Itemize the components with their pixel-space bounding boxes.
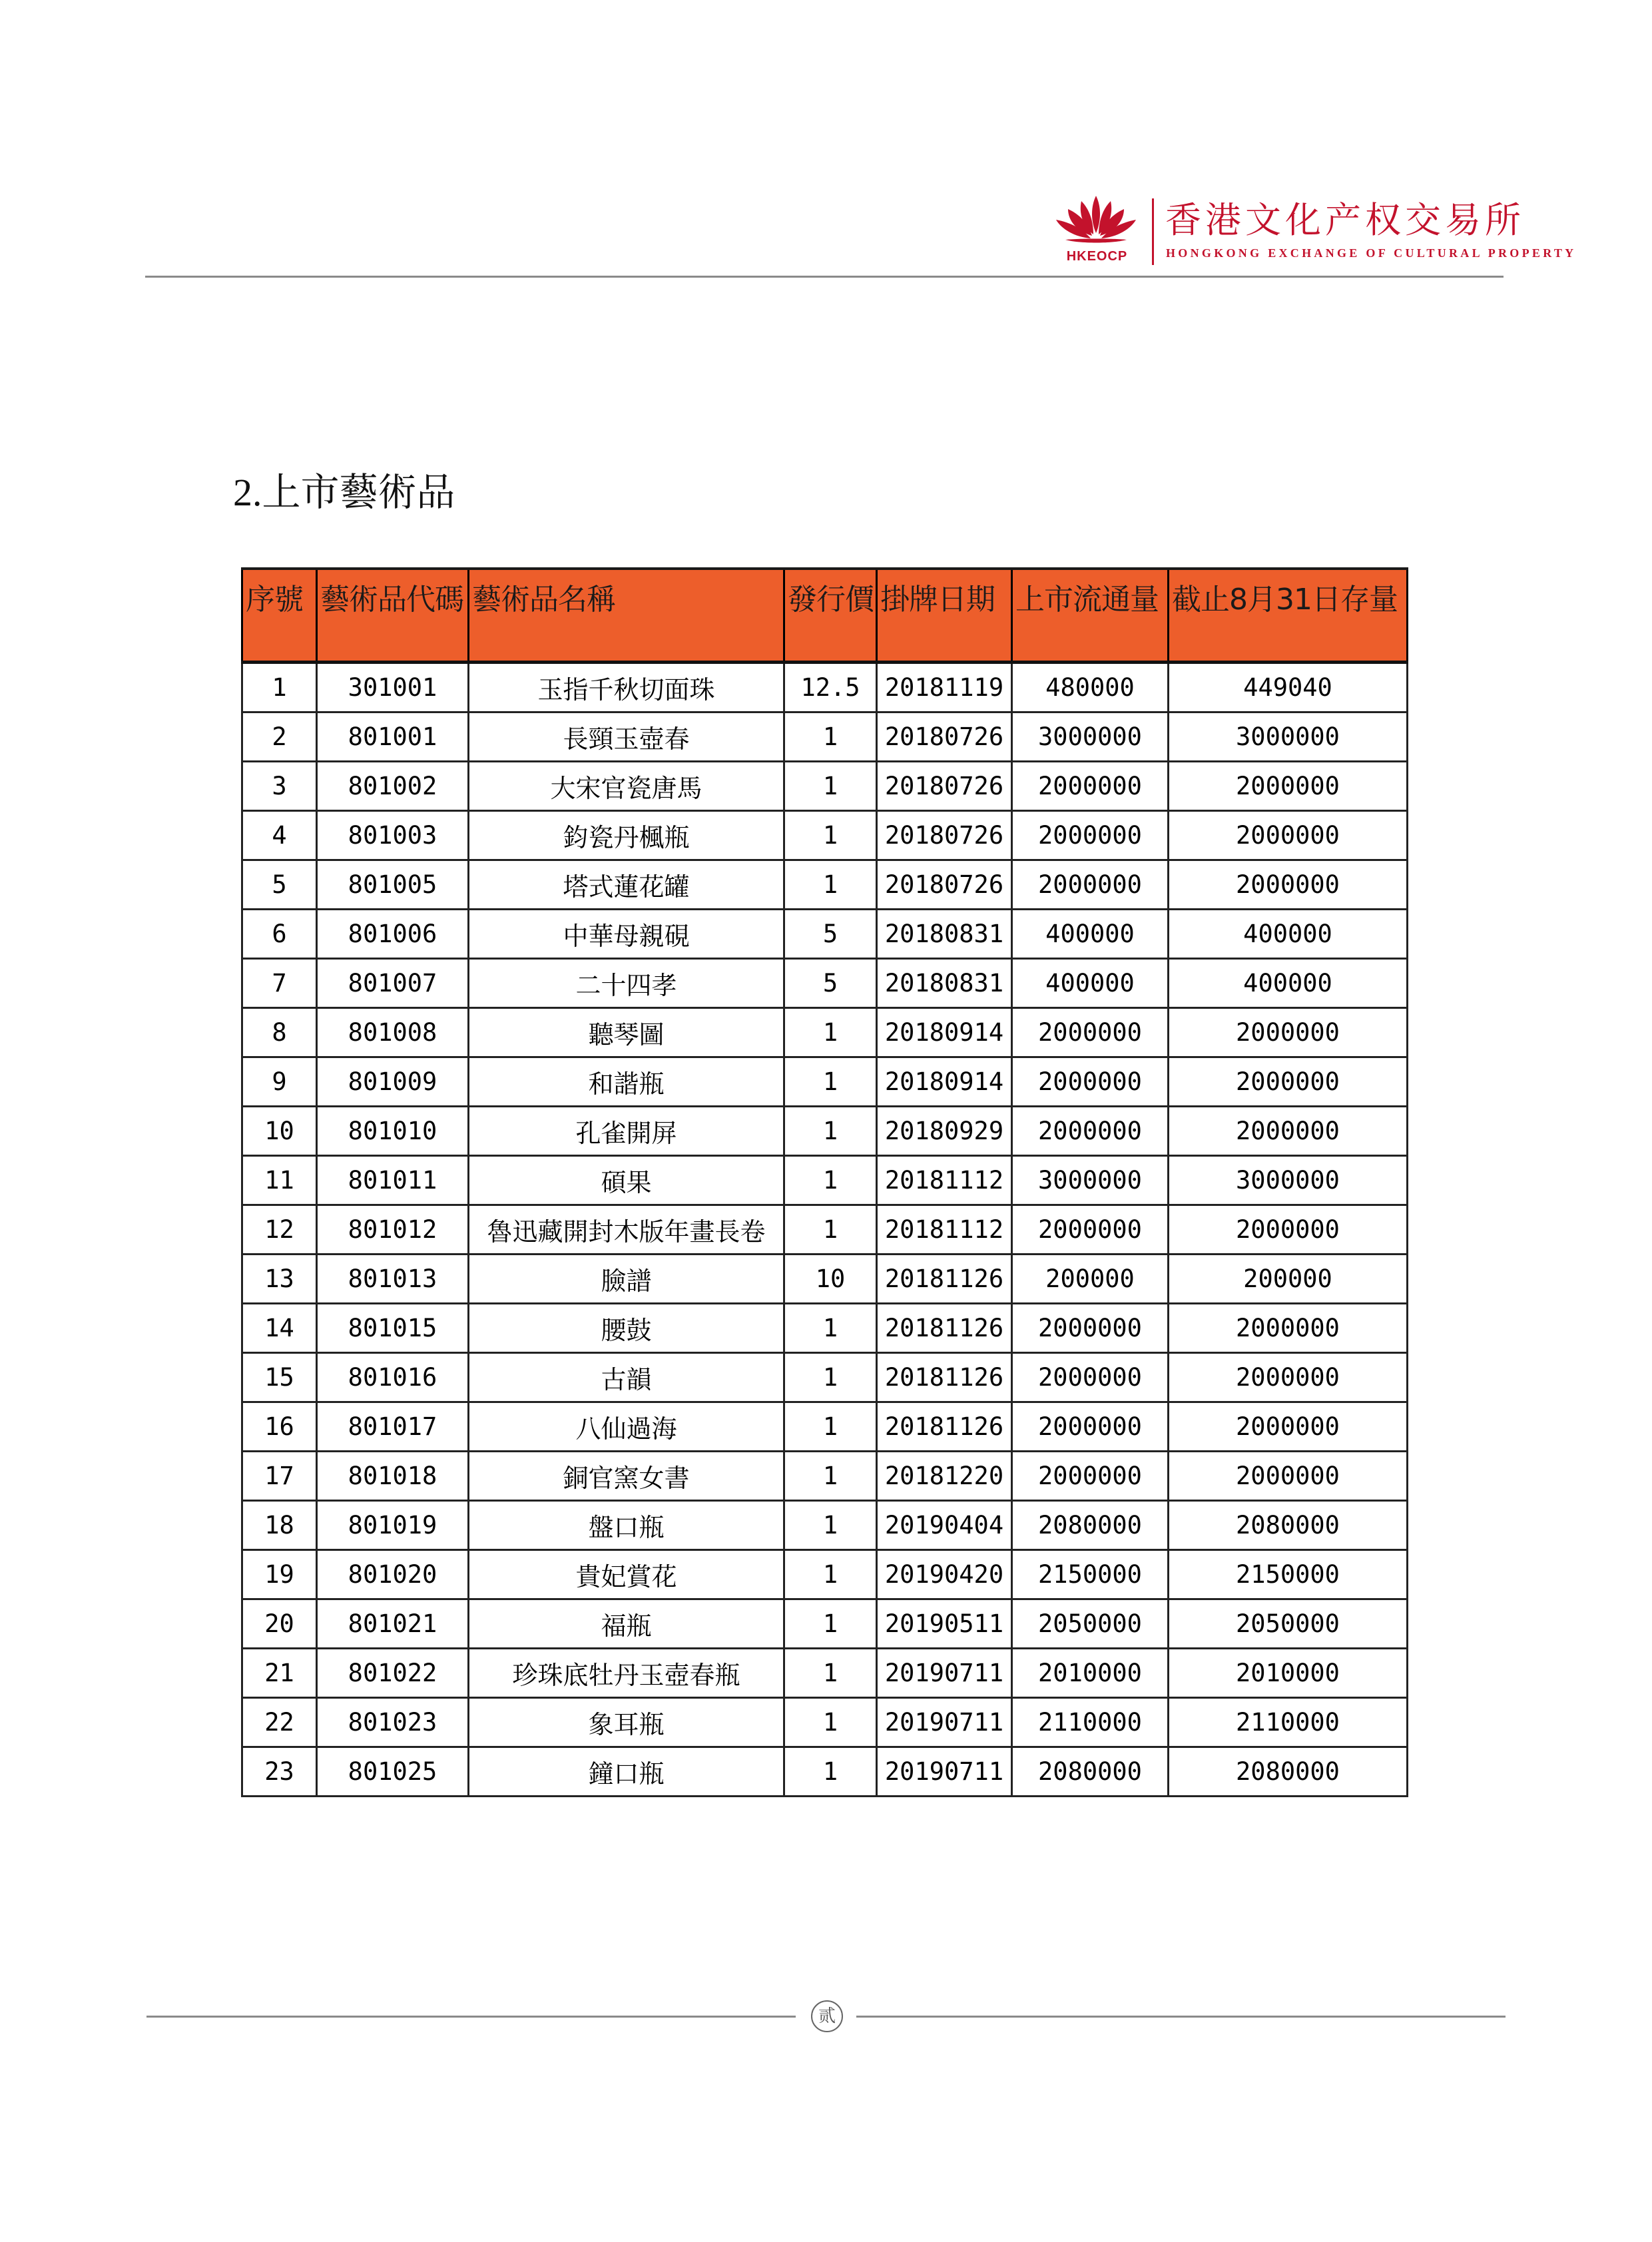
logo-divider [1152,198,1154,265]
cell-circulation: 2000000 [1012,1205,1169,1255]
cell-stock: 3000000 [1169,712,1408,762]
org-name-cn: 香港文化产权交易所 [1165,199,1525,241]
cell-stock: 2080000 [1169,1501,1408,1550]
cell-price: 1 [784,811,877,860]
section-title: 2.上市藝術品 [233,471,455,514]
cell-name: 孔雀開屏 [469,1107,784,1156]
cell-date: 20180726 [877,860,1012,910]
cell-no: 1 [242,663,317,712]
cell-code: 801015 [317,1304,469,1353]
cell-name: 盤口瓶 [469,1501,784,1550]
cell-price: 1 [784,1156,877,1205]
cell-no: 4 [242,811,317,860]
cell-price: 1 [784,1402,877,1452]
cell-code: 801016 [317,1353,469,1402]
column-header-code: 藝術品代碼 [317,569,469,663]
header-logo [1052,192,1577,272]
table-row [242,811,1408,860]
cell-no: 15 [242,1353,317,1402]
cell-name: 聽琴圖 [469,1008,784,1057]
cell-price: 1 [784,1698,877,1747]
cell-date: 20181220 [877,1452,1012,1501]
cell-name: 大宋官瓷唐馬 [469,762,784,811]
cell-date: 20180914 [877,1057,1012,1107]
cell-stock: 449040 [1169,663,1408,712]
cell-name: 二十四孝 [469,959,784,1008]
cell-stock: 2110000 [1169,1698,1408,1747]
cell-no: 10 [242,1107,317,1156]
cell-circulation: 2150000 [1012,1550,1169,1599]
cell-name: 中華母親硯 [469,910,784,959]
cell-date: 20180831 [877,959,1012,1008]
cell-no: 2 [242,712,317,762]
table-row [242,1304,1408,1353]
table-row [242,712,1408,762]
column-header-stock: 截止8月31日存量 [1169,569,1408,663]
cell-name: 臉譜 [469,1255,784,1304]
cell-code: 801021 [317,1599,469,1649]
cell-stock: 2000000 [1169,1205,1408,1255]
cell-code: 801009 [317,1057,469,1107]
cell-circulation: 2000000 [1012,860,1169,910]
cell-circulation: 2110000 [1012,1698,1169,1747]
cell-price: 1 [784,1205,877,1255]
cell-code: 801010 [317,1107,469,1156]
cell-date: 20180726 [877,762,1012,811]
cell-no: 9 [242,1057,317,1107]
table-row [242,1353,1408,1402]
cell-code: 801023 [317,1698,469,1747]
cell-date: 20180726 [877,811,1012,860]
column-header-date: 掛牌日期 [877,569,1012,663]
cell-circulation: 2000000 [1012,1008,1169,1057]
table-row [242,1402,1408,1452]
logo-letters: HKEOCP [1066,249,1128,264]
cell-code: 801005 [317,860,469,910]
cell-circulation: 2000000 [1012,1452,1169,1501]
column-header-price: 發行價 [784,569,877,663]
cell-date: 20181112 [877,1156,1012,1205]
cell-price: 1 [784,1304,877,1353]
cell-name: 碩果 [469,1156,784,1205]
cell-stock: 2000000 [1169,1057,1408,1107]
table-row [242,1156,1408,1205]
cell-stock: 2000000 [1169,1008,1408,1057]
cell-code: 801008 [317,1008,469,1057]
cell-date: 20181126 [877,1255,1012,1304]
cell-name: 和諧瓶 [469,1057,784,1107]
cell-name: 鈞瓷丹楓瓶 [469,811,784,860]
cell-circulation: 400000 [1012,959,1169,1008]
artwork-listing-table [241,567,1408,1797]
cell-price: 1 [784,1452,877,1501]
cell-no: 8 [242,1008,317,1057]
cell-price: 10 [784,1255,877,1304]
cell-stock: 2010000 [1169,1649,1408,1698]
table-row [242,1698,1408,1747]
table-row [242,860,1408,910]
cell-code: 801019 [317,1501,469,1550]
column-header-name: 藝術品名稱 [469,569,784,663]
table-row [242,1501,1408,1550]
table-header-row [242,569,1408,663]
cell-name: 八仙過海 [469,1402,784,1452]
page-number-seal: 贰 [811,2000,843,2032]
cell-name: 象耳瓶 [469,1698,784,1747]
cell-stock: 2000000 [1169,860,1408,910]
cell-circulation: 2000000 [1012,1402,1169,1452]
cell-name: 福瓶 [469,1599,784,1649]
footer-rule-right [856,2016,1506,2018]
cell-price: 12.5 [784,663,877,712]
cell-circulation: 200000 [1012,1255,1169,1304]
cell-price: 1 [784,860,877,910]
cell-stock: 2000000 [1169,1353,1408,1402]
cell-name: 貴妃賞花 [469,1550,784,1599]
cell-circulation: 2010000 [1012,1649,1169,1698]
table-row [242,959,1408,1008]
cell-circulation: 2000000 [1012,811,1169,860]
cell-no: 19 [242,1550,317,1599]
cell-date: 20180831 [877,910,1012,959]
header-rule [145,276,1504,278]
cell-date: 20181112 [877,1205,1012,1255]
column-header-no: 序號 [242,569,317,663]
cell-no: 22 [242,1698,317,1747]
cell-date: 20180929 [877,1107,1012,1156]
cell-stock: 2000000 [1169,1452,1408,1501]
cell-code: 801011 [317,1156,469,1205]
cell-circulation: 2000000 [1012,1353,1169,1402]
cell-date: 20181126 [877,1402,1012,1452]
cell-no: 12 [242,1205,317,1255]
cell-no: 13 [242,1255,317,1304]
cell-code: 801003 [317,811,469,860]
org-name-en: HONGKONG EXCHANGE OF CULTURAL PROPERTY [1166,246,1577,260]
cell-stock: 400000 [1169,910,1408,959]
cell-stock: 2000000 [1169,811,1408,860]
cell-no: 18 [242,1501,317,1550]
cell-stock: 2000000 [1169,1304,1408,1353]
cell-name: 塔式蓮花罐 [469,860,784,910]
table-row [242,1107,1408,1156]
cell-price: 1 [784,1599,877,1649]
cell-no: 16 [242,1402,317,1452]
cell-no: 17 [242,1452,317,1501]
table-row [242,910,1408,959]
cell-date: 20190420 [877,1550,1012,1599]
table-row [242,1057,1408,1107]
cell-stock: 400000 [1169,959,1408,1008]
cell-code: 801020 [317,1550,469,1599]
cell-circulation: 2080000 [1012,1501,1169,1550]
table-row [242,1205,1408,1255]
table-row [242,1747,1408,1797]
cell-date: 20190711 [877,1747,1012,1797]
cell-circulation: 400000 [1012,910,1169,959]
cell-no: 20 [242,1599,317,1649]
cell-code: 801001 [317,712,469,762]
cell-circulation: 3000000 [1012,1156,1169,1205]
cell-date: 20180726 [877,712,1012,762]
cell-code: 301001 [317,663,469,712]
cell-name: 珍珠底牡丹玉壺春瓶 [469,1649,784,1698]
footer-rule-left [146,2016,796,2018]
cell-circulation: 3000000 [1012,712,1169,762]
table-row [242,1599,1408,1649]
cell-date: 20181119 [877,663,1012,712]
table-row [242,663,1408,712]
cell-price: 5 [784,910,877,959]
cell-circulation: 2000000 [1012,1304,1169,1353]
cell-circulation: 2050000 [1012,1599,1169,1649]
table-row [242,1452,1408,1501]
cell-code: 801018 [317,1452,469,1501]
cell-code: 801025 [317,1747,469,1797]
cell-name: 古韻 [469,1353,784,1402]
cell-price: 1 [784,1057,877,1107]
cell-code: 801007 [317,959,469,1008]
cell-price: 5 [784,959,877,1008]
cell-circulation: 2000000 [1012,762,1169,811]
cell-price: 1 [784,1649,877,1698]
cell-circulation: 2080000 [1012,1747,1169,1797]
cell-circulation: 2000000 [1012,1107,1169,1156]
table-row [242,1255,1408,1304]
cell-price: 1 [784,712,877,762]
cell-price: 1 [784,1008,877,1057]
cell-price: 1 [784,1747,877,1797]
cell-code: 801006 [317,910,469,959]
cell-name: 玉指千秋切面珠 [469,663,784,712]
cell-stock: 2000000 [1169,1402,1408,1452]
cell-name: 腰鼓 [469,1304,784,1353]
cell-date: 20181126 [877,1353,1012,1402]
cell-no: 14 [242,1304,317,1353]
cell-no: 5 [242,860,317,910]
cell-code: 801013 [317,1255,469,1304]
cell-no: 11 [242,1156,317,1205]
cell-stock: 2080000 [1169,1747,1408,1797]
table-row [242,1649,1408,1698]
cell-no: 6 [242,910,317,959]
table-row [242,762,1408,811]
table-row [242,1008,1408,1057]
cell-price: 1 [784,1550,877,1599]
cell-stock: 2150000 [1169,1550,1408,1599]
cell-no: 23 [242,1747,317,1797]
cell-circulation: 2000000 [1012,1057,1169,1107]
cell-price: 1 [784,1501,877,1550]
cell-code: 801012 [317,1205,469,1255]
cell-no: 21 [242,1649,317,1698]
table-row [242,1550,1408,1599]
cell-code: 801017 [317,1402,469,1452]
cell-stock: 2000000 [1169,762,1408,811]
cell-date: 20190711 [877,1649,1012,1698]
cell-stock: 200000 [1169,1255,1408,1304]
cell-name: 長頸玉壺春 [469,712,784,762]
cell-date: 20190711 [877,1698,1012,1747]
table-body [242,663,1408,1797]
cell-no: 3 [242,762,317,811]
cell-stock: 2050000 [1169,1599,1408,1649]
cell-no: 7 [242,959,317,1008]
cell-price: 1 [784,762,877,811]
cell-code: 801022 [317,1649,469,1698]
cell-price: 1 [784,1353,877,1402]
cell-name: 鐘口瓶 [469,1747,784,1797]
cell-name: 銅官窯女書 [469,1452,784,1501]
cell-date: 20190404 [877,1501,1012,1550]
cell-date: 20180914 [877,1008,1012,1057]
cell-name: 魯迅藏開封木版年畫長卷 [469,1205,784,1255]
cell-stock: 3000000 [1169,1156,1408,1205]
column-header-circulation: 上市流通量 [1012,569,1169,663]
cell-date: 20181126 [877,1304,1012,1353]
cell-price: 1 [784,1107,877,1156]
lotus-logo-icon [1052,192,1140,245]
cell-code: 801002 [317,762,469,811]
cell-stock: 2000000 [1169,1107,1408,1156]
cell-circulation: 480000 [1012,663,1169,712]
cell-date: 20190511 [877,1599,1012,1649]
